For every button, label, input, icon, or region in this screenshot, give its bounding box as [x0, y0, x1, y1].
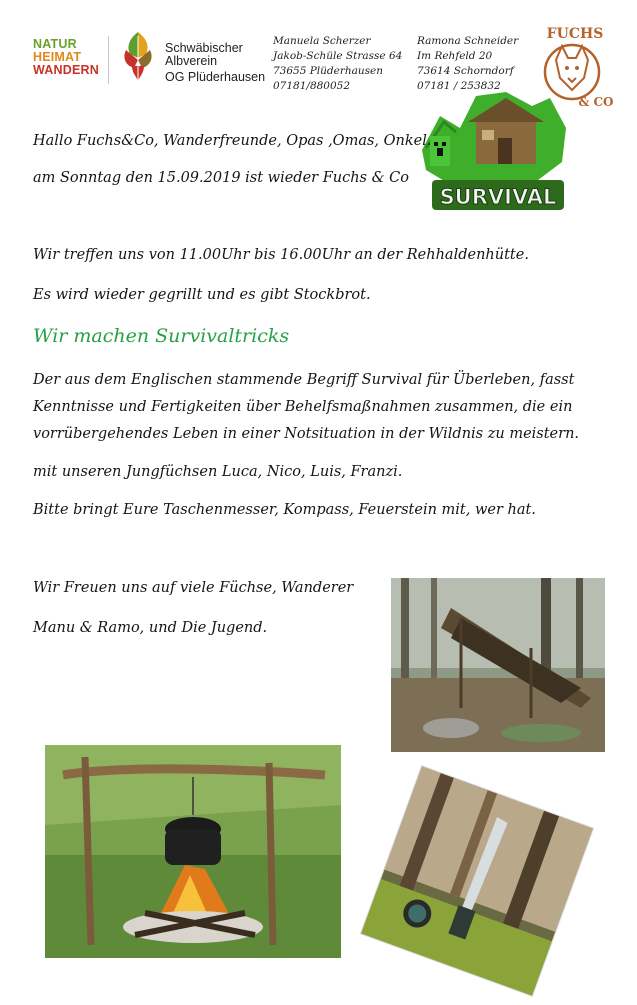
- contact-phone: 07181/880052: [273, 80, 351, 92]
- albverein-line1: Schwäbischer: [165, 41, 243, 55]
- fuchs-logo-bottom-text: & CO: [578, 95, 614, 109]
- knife-compass-photo: [361, 766, 593, 996]
- greeting: Hallo Fuchs&Co, Wanderfreunde, Opas ,Omas, Onkel.: [33, 133, 432, 149]
- logo-divider: [108, 36, 109, 84]
- contact-city: 73655 Plüderhausen: [273, 65, 384, 77]
- contact-name: Ramona Schneider: [417, 35, 519, 47]
- closing-line-1: Wir Freuen uns auf viele Füchse, Wanderer: [33, 580, 354, 596]
- description-line-1: Der aus dem Englischen stammende Begriff Survival für Überleben, fasst: [33, 372, 575, 388]
- survival-logo-text: SURVIVAL: [439, 185, 557, 209]
- grill-line: Es wird wieder gegrillt und es gibt Stockbrot.: [33, 287, 371, 303]
- juniors-line: mit unseren Jungfüchsen Luca, Nico, Luis, Franzi.: [33, 464, 403, 480]
- forest-shelter-photo: [391, 578, 605, 752]
- description-line-2: Kenntnisse und Fertigkeiten über Behelfsmaßnahmen zusammen, die ein: [33, 399, 573, 415]
- campfire-pot-photo: [45, 745, 341, 958]
- albverein-leaf-icon: [118, 28, 158, 84]
- logo-word-wandern: WANDERN: [33, 63, 99, 77]
- date-line: am Sonntag den 15.09.2019 ist wieder Fuchs & Co: [33, 170, 409, 186]
- albverein-logo-text: [165, 42, 265, 84]
- contact-phone: 07181 / 253832: [417, 80, 501, 92]
- albverein-line2: Albverein: [165, 54, 218, 68]
- albverein-og: OG Plüderhausen: [165, 70, 266, 84]
- closing-line-2: Manu & Ramo, und Die Jugend.: [33, 620, 268, 636]
- contact-manuela: [273, 34, 413, 94]
- bring-line: Bitte bringt Eure Taschenmesser, Kompass, Feuerstein mit, wer hat.: [33, 502, 536, 518]
- survival-clipart: [416, 88, 572, 218]
- fuchs-logo-top-text: FUCHS: [546, 26, 604, 42]
- meeting-time: Wir treffen uns von 11.00Uhr bis 16.00Uhr an der Rehhaldenhütte.: [33, 247, 529, 263]
- logo-word-natur: NATUR: [33, 37, 77, 51]
- description-line-3: vorrübergehendes Leben in einer Notsituation in der Wildnis zu meistern.: [33, 426, 580, 442]
- survival-heading: Wir machen Survivaltricks: [33, 325, 290, 347]
- contact-ramona: [417, 34, 527, 94]
- contact-name: Manuela Scherzer: [273, 35, 371, 47]
- contact-street: Jakob-Schüle Strasse 64: [273, 50, 403, 62]
- natur-heimat-wandern-logo: [33, 38, 103, 77]
- logo-word-heimat: HEIMAT: [33, 50, 82, 64]
- contact-street: Im Rehfeld 20: [417, 50, 493, 62]
- contact-city: 73614 Schorndorf: [417, 65, 514, 77]
